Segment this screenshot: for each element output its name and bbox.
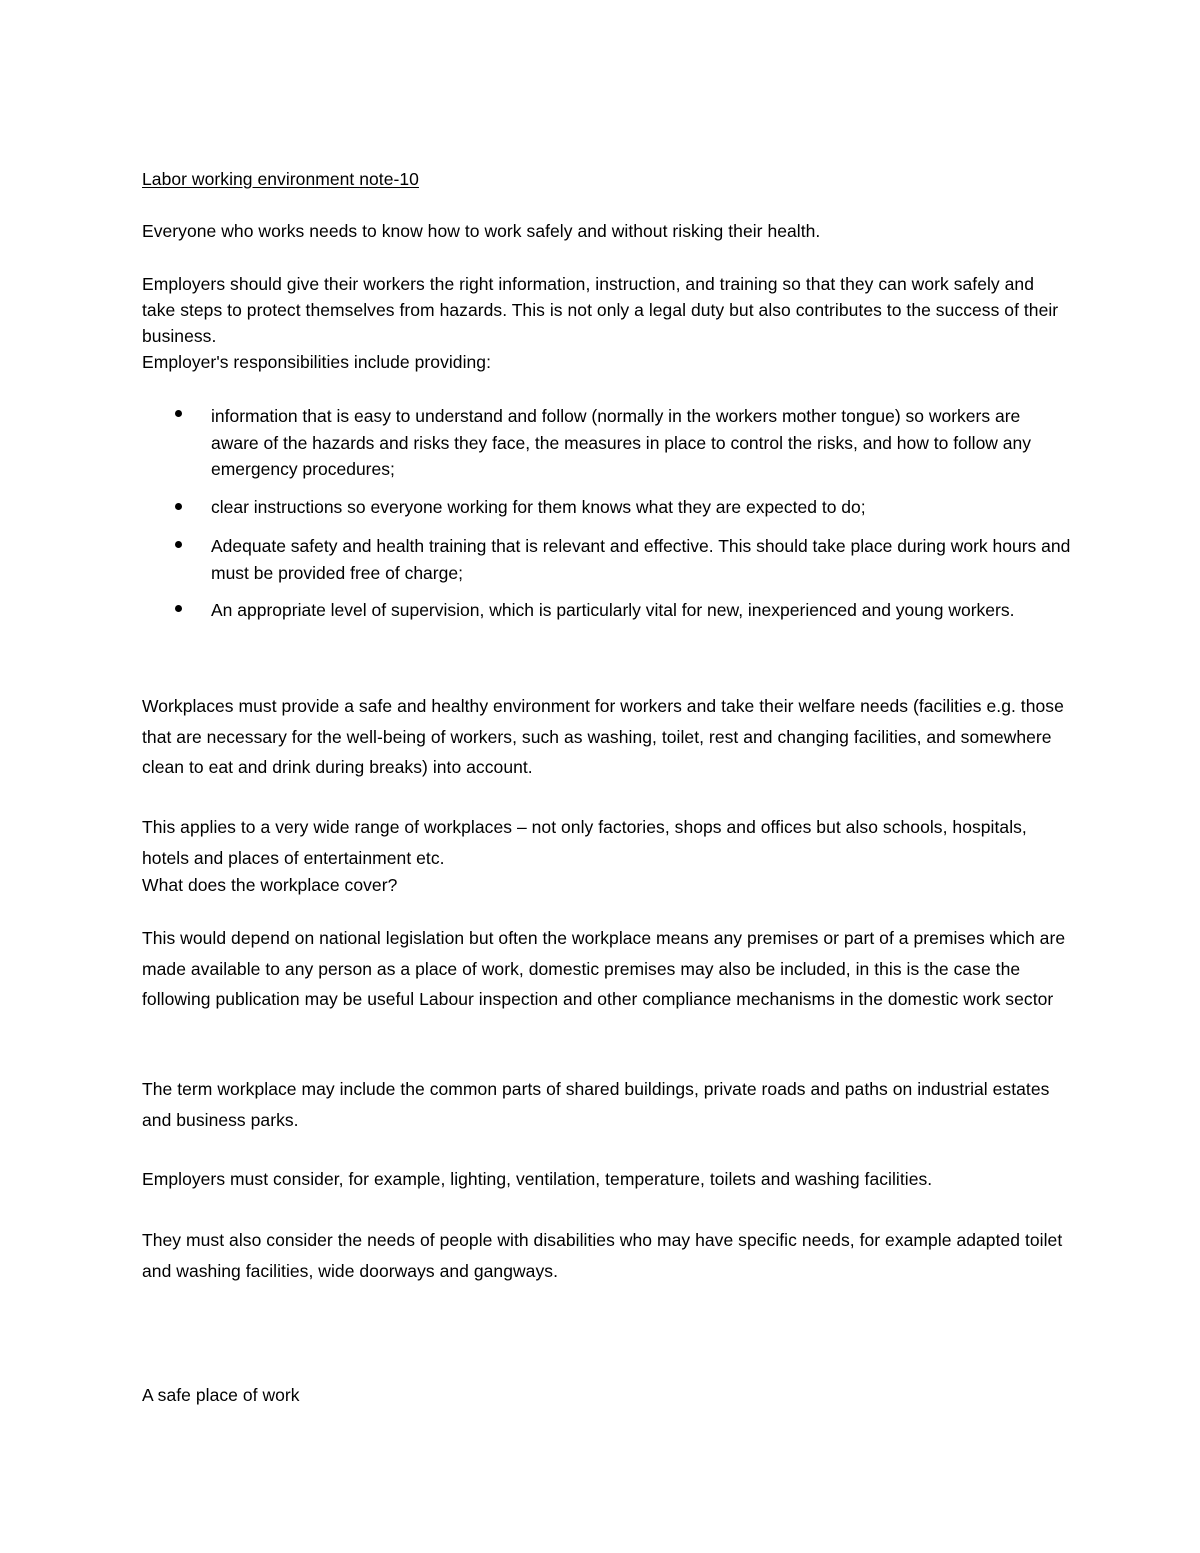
bullet-item: Adequate safety and health training that is relevant and effective. This should take place during work hours and must be provided free of charge; [211,536,1071,583]
workplace-cover-question: What does the workplace cover? [142,875,398,895]
bullet-icon [175,605,182,612]
document-title: Labor working environment note-10 [142,169,419,189]
bullet-item: An appropriate level of supervision, which is particularly vital for new, inexperienced and young workers. [211,600,1015,620]
term-paragraph: The term workplace may include the common parts of shared buildings, private roads and paths on industrial estates and business parks. [142,1079,1050,1130]
employers-paragraph: Employers should give their workers the right information, instruction, and training so that they can work safely and take steps to protect themselves from hazards. This is not only a legal duty but also contributes to the success of their business. [142,274,1059,346]
bullet-icon [175,410,182,417]
legislation-paragraph: This would depend on national legislation but often the workplace means any premises or part of a premises which are made available to any person as a place of work, domestic premises may also be included, in this is the case the following publication may be useful Labour inspection and other compliance mechanisms in the domestic work sector [142,928,1066,1009]
workplaces-paragraph: Workplaces must provide a safe and healthy environment for workers and take their welfare needs (facilities e.g. those that are necessary for the well-being of workers, such as washing, toilet, rest and changing facilities, and somewhere clean to eat and drink during breaks) into account. [142,696,1064,777]
responsibilities-heading: Employer's responsibilities include providing: [142,352,492,372]
bullet-icon [175,503,182,510]
bullet-item: information that is easy to understand and follow (normally in the workers mother tongue) so workers are aware of the hazards and risks they face, the measures in place to control the risks, and how to follow any emergency procedures; [211,406,1032,479]
disabilities-paragraph: They must also consider the needs of people with disabilities who may have specific needs, for example adapted toilet and washing facilities, wide doorways and gangways. [142,1230,1063,1281]
bullet-item: clear instructions so everyone working for them knows what they are expected to do; [211,497,866,517]
intro-paragraph: Everyone who works needs to know how to work safely and without risking their health. [142,221,821,241]
applies-paragraph: This applies to a very wide range of workplaces – not only factories, shops and offices but also schools, hospitals, hotels and places of entertainment etc. [142,817,1027,868]
safe-place-heading: A safe place of work [142,1385,300,1405]
consider-paragraph: Employers must consider, for example, lighting, ventilation, temperature, toilets and washing facilities. [142,1169,933,1189]
bullet-icon [175,541,182,548]
